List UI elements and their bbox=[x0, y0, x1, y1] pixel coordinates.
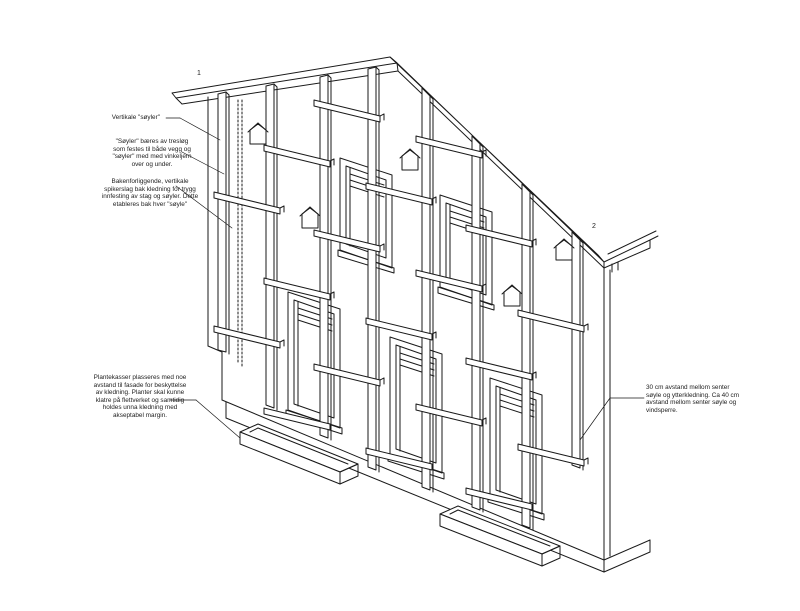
annotation-avstand: 30 cm avstand mellom senter søyle og ytterkledning. Ca 40 cm avstand mellom senter søyle og vindsperre. bbox=[646, 384, 740, 414]
birdhouse-5 bbox=[554, 239, 574, 260]
window-1 bbox=[338, 158, 394, 273]
annotation-bakenforliggende: Bakenforliggende, vertikale spikerslag bak kledning for trygg innfesting av stag og søyler. Dette etableres bak hver "søyle" bbox=[101, 178, 199, 208]
birdhouse-2 bbox=[400, 149, 420, 170]
column-8 bbox=[572, 232, 583, 470]
marker-2: 2 bbox=[592, 223, 596, 230]
window-2 bbox=[438, 195, 494, 310]
column-4 bbox=[368, 67, 379, 472]
annotation-soyler-baeres: "Søyler" bæres av tresløg som festes til både vegg og "søyler" med med vinkeljern over og under. bbox=[112, 138, 192, 168]
column-6 bbox=[472, 136, 483, 512]
planter-box-2 bbox=[440, 506, 560, 566]
column-1 bbox=[218, 92, 229, 354]
birdhouse-4 bbox=[502, 285, 522, 306]
annotation-vertikale-soyler: Vertikale "søyler" bbox=[111, 114, 160, 121]
column-2 bbox=[266, 84, 277, 410]
back-stud-dashed bbox=[238, 100, 242, 366]
annotation-plantekasser: Plantekasser plasseres med noe avstand til fasade for beskyttelse av kledning. Planter skal kunne klatre på flettverket og samtidig holdes unna kledning med akseptabel margin. bbox=[93, 374, 187, 419]
window-3 bbox=[286, 292, 342, 434]
birdhouse-3 bbox=[300, 207, 320, 228]
birdhouse-1 bbox=[248, 123, 268, 144]
marker-1: 1 bbox=[197, 70, 201, 77]
